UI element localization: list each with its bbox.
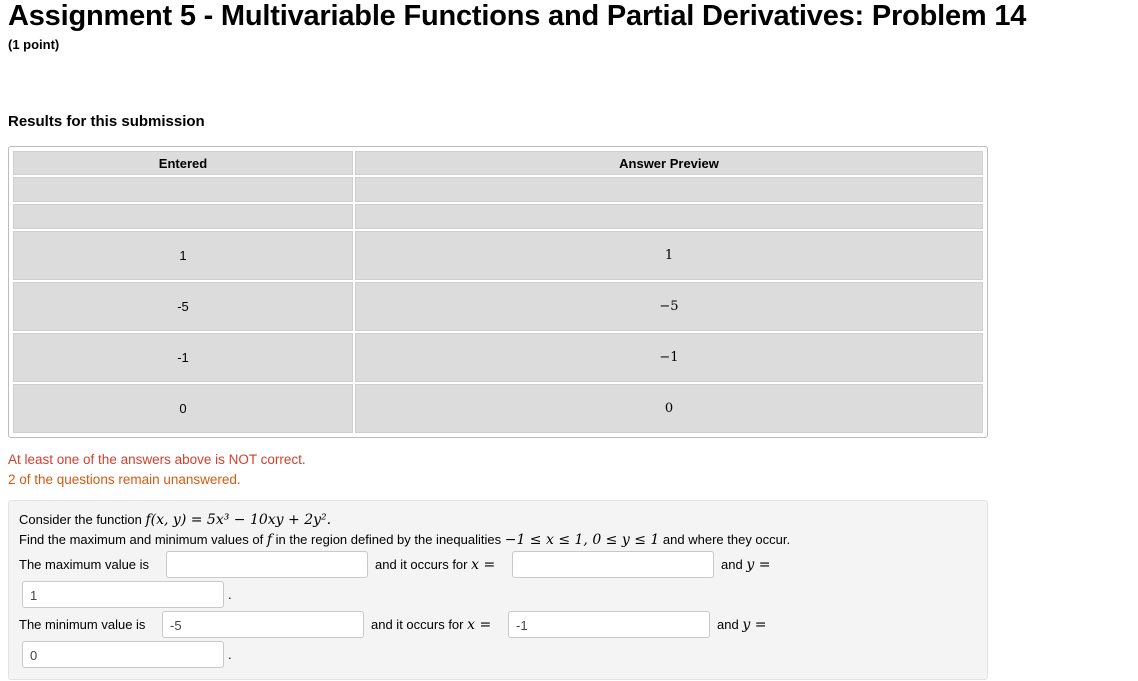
problem-box (8, 500, 988, 680)
entered-cell: 0 (13, 384, 353, 433)
table-row (13, 384, 983, 433)
preview-cell (355, 204, 983, 229)
incorrect-message: At least one of the answers above is NOT correct. (8, 452, 306, 467)
min-occurs-label (371, 617, 491, 633)
max-occurs-label (375, 557, 495, 573)
entered-cell (13, 177, 353, 202)
point-value: (1 point) (8, 37, 60, 52)
task-text-end: and where they occur. (659, 532, 791, 547)
x-equals: x = (467, 617, 492, 633)
preview-cell: −1 (355, 333, 983, 382)
table-header-row (13, 151, 983, 175)
problem-intro (19, 512, 331, 528)
intro-text: Consider the function (19, 512, 146, 527)
function-symbol: f (266, 532, 272, 548)
occurs-text: and it occurs for (375, 557, 468, 572)
min-x-input[interactable]: -1 (508, 611, 710, 638)
and-text: and (721, 557, 743, 572)
page-title: Assignment 5 - Multivariable Functions and Partial Derivatives: Problem 14 (8, 0, 1027, 32)
results-table (8, 146, 988, 438)
max-label: The maximum value is (19, 557, 150, 572)
entered-cell: -5 (13, 282, 353, 331)
max-and-y-label (721, 557, 770, 573)
min-and-y-label (717, 617, 766, 633)
min-label: The minimum value is (19, 617, 146, 632)
entered-cell: 1 (13, 231, 353, 280)
problem-task (19, 532, 790, 548)
task-text-start: Find the maximum and minimum values of (19, 532, 267, 547)
preview-cell (355, 177, 983, 202)
region-inequality: −1 ≤ x ≤ 1, 0 ≤ y ≤ 1 (504, 532, 660, 548)
max-period: . (228, 587, 232, 602)
unanswered-message: 2 of the questions remain unanswered. (8, 472, 241, 487)
y-equals: y = (746, 557, 771, 573)
and-text: and (717, 617, 739, 632)
table-row (13, 282, 983, 331)
table-row (13, 231, 983, 280)
min-y-input[interactable]: 0 (22, 641, 224, 668)
results-heading: Results for this submission (8, 113, 205, 130)
table-row (13, 177, 983, 202)
preview-cell: −5 (355, 282, 983, 331)
max-x-input[interactable] (512, 551, 714, 578)
task-text-middle: in the region defined by the inequalities (272, 532, 505, 547)
table-row (13, 333, 983, 382)
x-equals: x = (471, 557, 496, 573)
occurs-text: and it occurs for (371, 617, 464, 632)
answer-preview-column-header: Answer Preview (355, 151, 983, 175)
function-formula: f(x, y) = 5x³ − 10xy + 2y². (145, 512, 332, 528)
table-row (13, 204, 983, 229)
min-period: . (228, 647, 232, 662)
y-equals: y = (742, 617, 767, 633)
entered-cell (13, 204, 353, 229)
preview-cell: 0 (355, 384, 983, 433)
max-y-input[interactable]: 1 (22, 581, 224, 608)
entered-column-header: Entered (13, 151, 353, 175)
max-value-input[interactable] (166, 551, 368, 578)
entered-cell: -1 (13, 333, 353, 382)
min-value-input[interactable]: -5 (162, 611, 364, 638)
preview-cell: 1 (355, 231, 983, 280)
